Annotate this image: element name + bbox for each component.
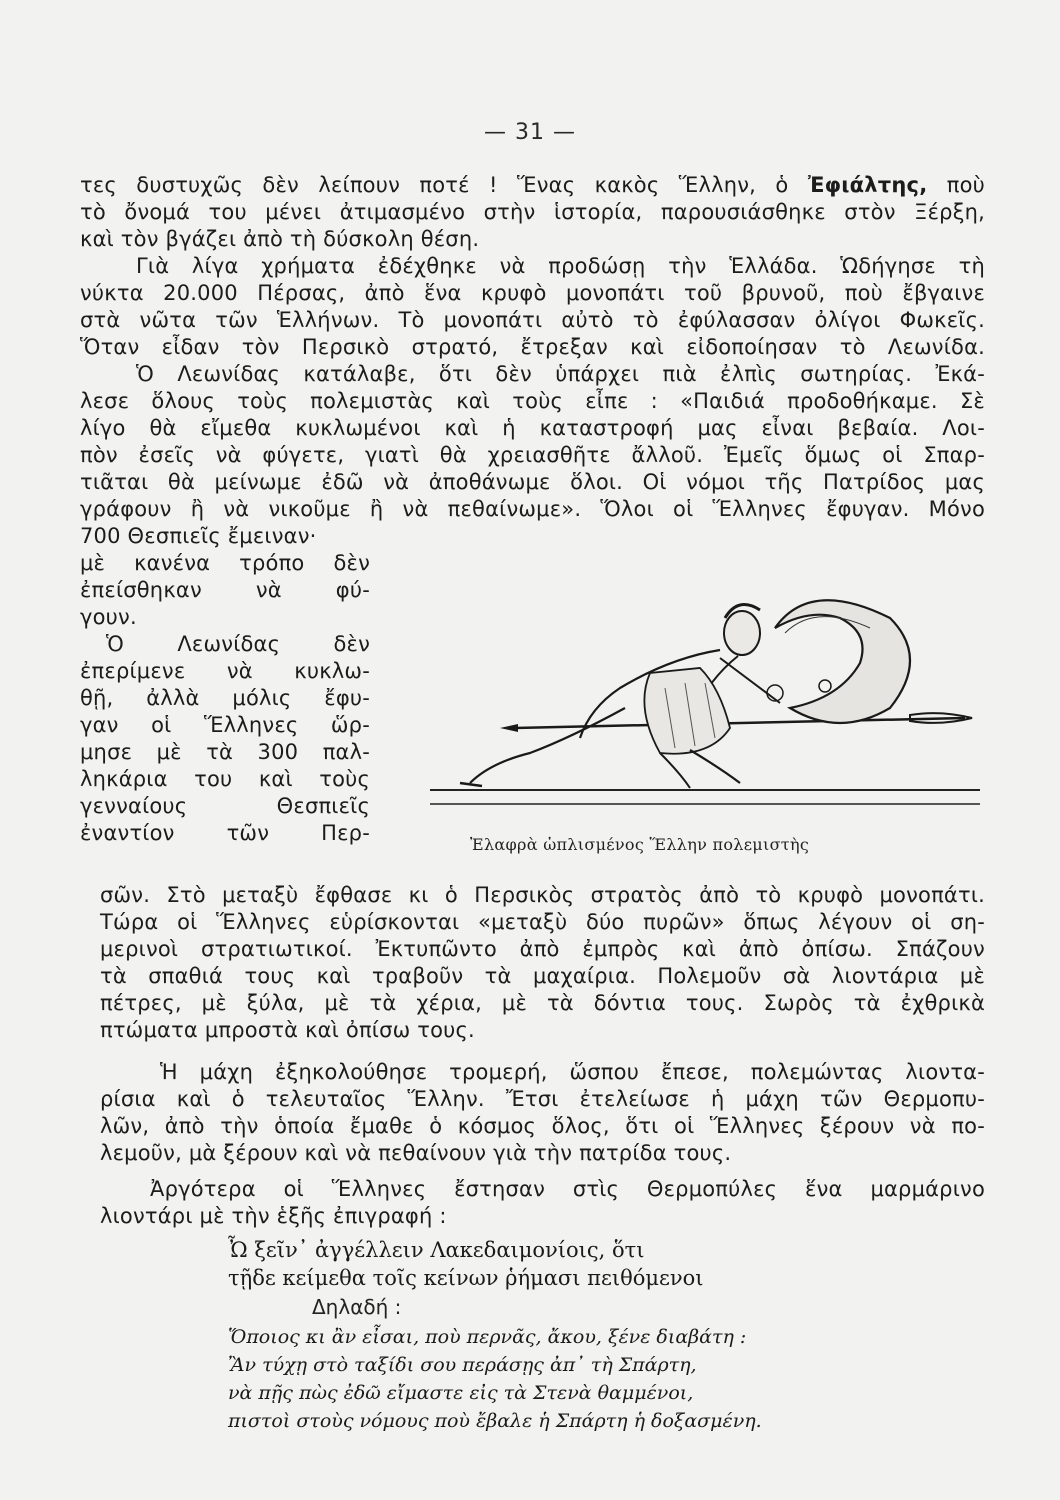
text-line: τὰ σπαθιά τους καὶ τραβοῦν τὰ μαχαίρια. Πολεμοῦν σὰ λιοντάρια μὲ — [100, 964, 985, 988]
text-line: λίγο θὰ εἴμεθα κυκλωμένοι καὶ ἡ καταστροφή μας εἶναι βεβαία. Λοι- — [80, 416, 985, 440]
figure-caption: Ἐλαφρὰ ὡπλισμένος Ἕλλην πολεμιστὴς — [470, 835, 810, 854]
text-line: λεσε ὅλους τοὺς πολεμιστὰς καὶ τοὺς εἶπε : «Παιδιά προδοθήκαμε. Σὲ — [80, 389, 985, 413]
text-line: Ἀργότερα οἱ Ἕλληνες ἔστησαν στὶς Θερμοπύλες ἕνα μαρμάρινο — [150, 1177, 985, 1201]
text-line: ρίσια καὶ ὁ τελευταῖος Ἕλλην. Ἔτσι ἐτελείωσε ἡ μάχη τῶν Θερμοπυ- — [100, 1087, 985, 1111]
text-line: Τώρα οἱ Ἕλληνες εὑρίσκονται «μεταξὺ δύο πυρῶν» ὅπως λέγουν οἱ ση- — [100, 910, 985, 934]
text-line: ληκάρια του καὶ τοὺς — [80, 767, 370, 791]
poem-line: πιστοὶ στοὺς νόμους ποὺ ἔβαλε ἡ Σπάρτη ἡ δοξασμένη. — [228, 1410, 762, 1432]
text-line: πτώματα μπροστὰ καὶ ὀπίσω τους. — [100, 1018, 475, 1042]
text-line: Ὁ Λεωνίδας κατάλαβε, ὅτι δὲν ὑπάρχει πιὰ ἐλπὶς σωτηρίας. Ἐκά- — [136, 362, 985, 386]
text-line: ἐπείσθηκαν νὰ φύ- — [80, 578, 370, 602]
text-line: τες δυστυχῶς δὲν λείπουν ποτέ ! Ἕνας κακὸς Ἕλλην, ὁ Ἐφιάλτης, ποὺ — [80, 173, 985, 197]
text-line: λεμοῦν, μὰ ξέρουν καὶ νὰ πεθαίνουν γιὰ τὴν πατρίδα τους. — [100, 1141, 732, 1165]
text-line: μερινοὶ στρατιωτικοί. Ἐκτυπῶντο ἀπὸ ἐμπρὸς καὶ ἀπὸ ὀπίσω. Σπάζουν — [100, 937, 985, 961]
text-line: πέτρες, μὲ ξύλα, μὲ τὰ χέρια, μὲ τὰ δόντια τους. Σωρὸς τὰ ἐχθρικὰ — [100, 991, 985, 1015]
poem-line: Ἂν τύχῃ στὸ ταξίδι σου περάσῃς ἀπ᾽ τὴ Σπάρτη, — [228, 1354, 697, 1376]
text-line: Ὅταν εἶδαν τὸν Περσικὸ στρατό, ἔτρεξαν καὶ εἰδοποίησαν τὸ Λεωνίδα. — [80, 335, 985, 359]
dilad-label: Δηλαδή : — [312, 1295, 402, 1319]
text-line: ἐναντίον τῶν Περ- — [80, 821, 370, 845]
epigram-line: Ὦ ξεῖν᾽ ἀγγέλλειν Λακεδαιμονίοις, ὅτι — [228, 1238, 645, 1262]
text-line: καὶ τὸν βγάζει ἀπὸ τὴ δύσκολη θέση. — [80, 227, 480, 251]
name-ephialtes: Ἐφιάλτης, — [807, 173, 928, 197]
poem-line: νὰ πῇς πὼς ἐδῶ εἴμαστε εἰς τὰ Στενὰ θαμμένοι, — [228, 1382, 694, 1404]
text-line: λιοντάρι μὲ τὴν ἑξῆς ἐπιγραφή : — [100, 1204, 447, 1228]
text-line: πὸν ἐσεῖς νὰ φύγετε, γιατὶ θὰ χρειασθῆτε ἄλλοῦ. Ἐμεῖς ὅμως οἱ Σπαρ- — [80, 443, 985, 467]
text-line: τιᾶται θὰ μείνωμε ἐδῶ νὰ ἀποθάνωμε ὅλοι. Οἱ νόμοι τῆς Πατρίδος μας — [80, 470, 985, 494]
text-line: σῶν. Στὸ μεταξὺ ἔφθασε κι ὁ Περσικὸς στρατὸς ἀπὸ τὸ κρυφὸ μονοπάτι. — [100, 883, 985, 907]
text-line: τὸ ὄνομά του μένει ἀτιμασμένο στὴν ἱστορία, παρουσιάσθηκε στὸν Ξέρξη, — [80, 200, 985, 224]
text-line: μησε μὲ τὰ 300 παλ- — [80, 740, 370, 764]
poem-line: Ὅποιος κι ἂν εἶσαι, ποὺ περνᾶς, ἄκου, ξένε διαβάτη : — [228, 1326, 747, 1348]
text-line: Ἡ μάχη ἐξηκολούθησε τρομερή, ὥσπου ἔπεσε, πολεμώντας λιοντα- — [160, 1060, 985, 1084]
text-line: 700 Θεσπιεῖς ἔμειναν· — [80, 524, 317, 548]
text-line: γράφουν ἢ νὰ νικοῦμε ἢ νὰ πεθαίνωμε». Ὅλοι οἱ Ἕλληνες ἔφυγαν. Μόνο — [80, 497, 985, 521]
text-line: ἐπερίμενε νὰ κυκλω- — [80, 659, 370, 683]
text-line: Ὁ Λεωνίδας δὲν — [106, 632, 370, 656]
warrior-illustration — [420, 578, 980, 818]
text-line: γουν. — [80, 605, 137, 629]
epigram-line: τῇδε κείμεθα τοῖς κείνων ῥήμασι πειθόμενοι — [228, 1266, 704, 1290]
text-line: Γιὰ λίγα χρήματα ἐδέχθηκε νὰ προδώσῃ τὴν Ἑλλάδα. Ὡδήγησε τὴ — [136, 254, 985, 278]
text-line: στὰ νῶτα τῶν Ἑλλήνων. Τὸ μονοπάτι αὐτὸ τὸ ἐφύλασσαν ὀλίγοι Φωκεῖς. — [80, 308, 985, 332]
text-line: θῇ, ἀλλὰ μόλις ἔφυ- — [80, 686, 370, 710]
text-line: λῶν, ἀπὸ τὴν ὁποία ἔμαθε ὁ κόσμος ὅλος, ὅτι οἱ Ἕλληνες ξέρουν νὰ πο- — [100, 1114, 985, 1138]
text-line: γαν οἱ Ἕλληνες ὥρ- — [80, 713, 370, 737]
text-line: νύκτα 20.000 Πέρσας, ἀπὸ ἕνα κρυφὸ μονοπάτι τοῦ βρυνοῦ, ποὺ ἔβγαινε — [80, 281, 985, 305]
text-line: γενναίους Θεσπιεῖς — [80, 794, 370, 818]
page-number: — 31 — — [484, 120, 576, 145]
text-line: μὲ κανένα τρόπο δὲν — [80, 551, 370, 575]
